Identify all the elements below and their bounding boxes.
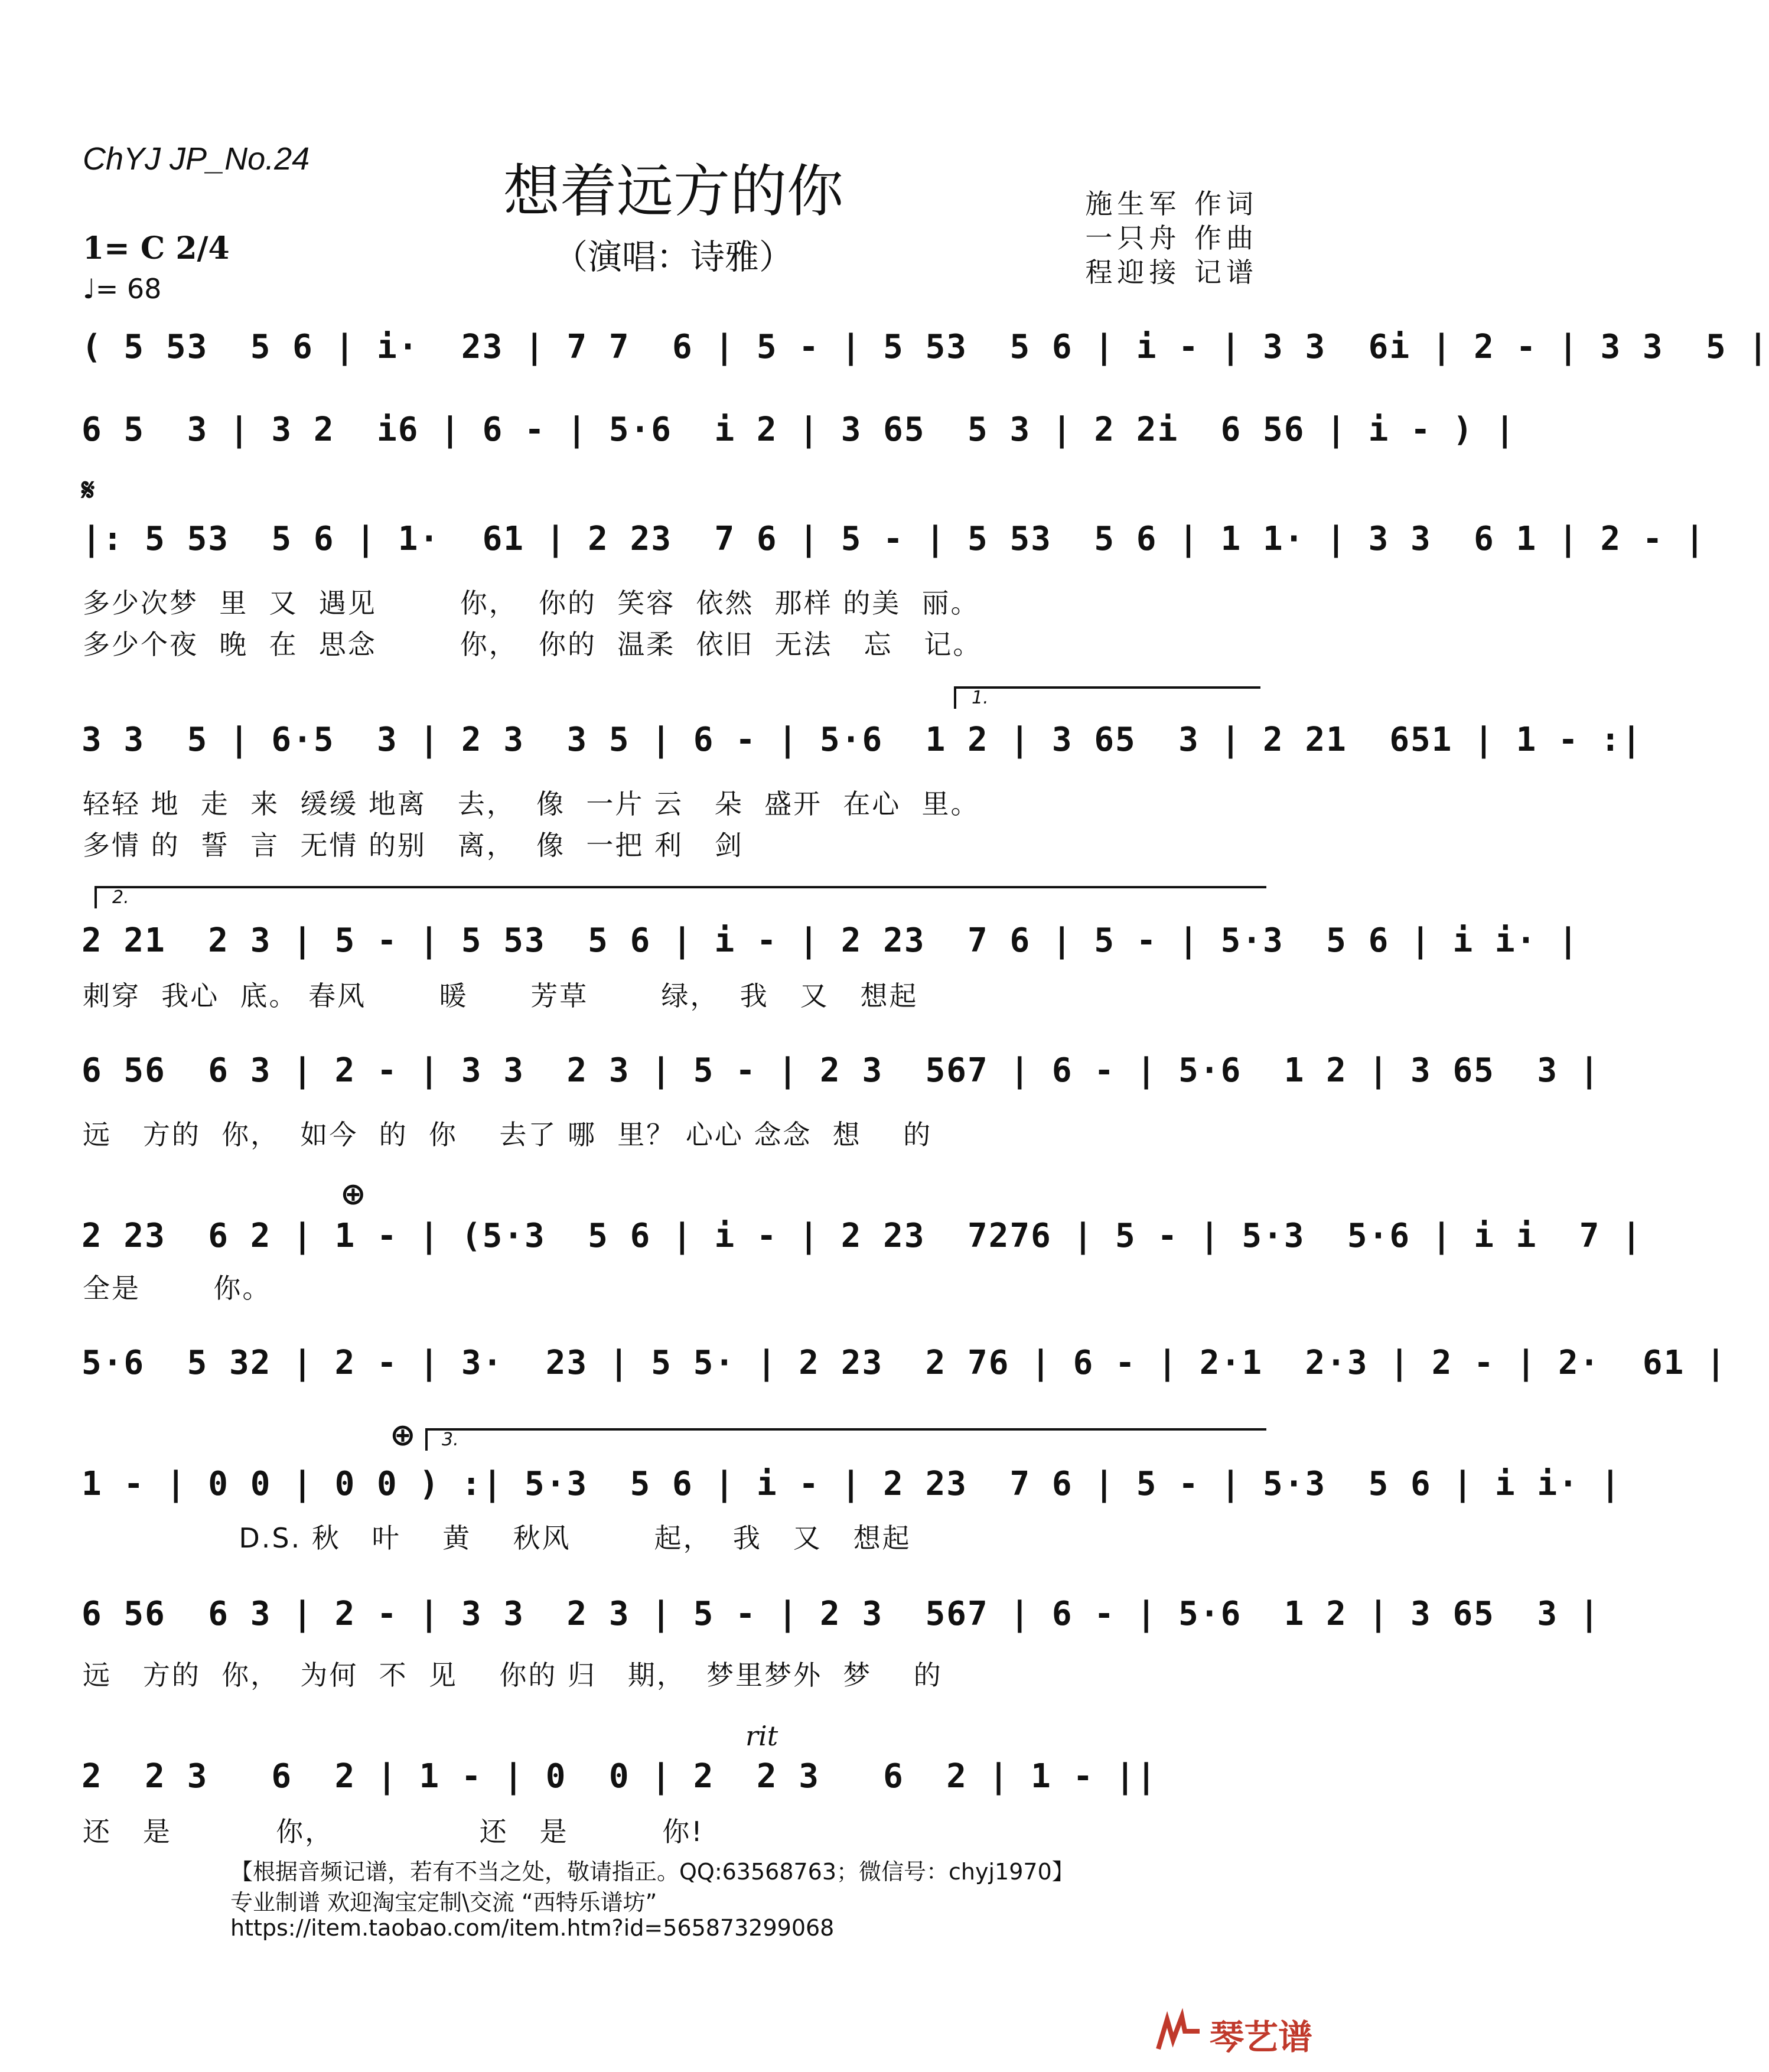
- volta-3-label: 3.: [442, 1429, 459, 1450]
- lyricist-credit: 施生军 作词: [1085, 188, 1258, 220]
- footer-url[interactable]: https://item.taobao.com/item.htm?id=565873299068: [230, 1915, 835, 1941]
- volta-1-label: 1.: [972, 688, 989, 708]
- score-row-11: 2 2 3 6 2 | 1 - | 0 0 | 2 2 3 6 2 | 1 - ||: [82, 1757, 1158, 1796]
- volta-2-bracket: [95, 886, 1266, 908]
- composer-credit: 一只舟 作曲: [1085, 222, 1258, 254]
- lyrics-row-3-verse-1: 多少次梦 里 又 遇见 你， 你的 笑容 依然 那样 的美 丽。: [83, 587, 980, 619]
- segno-sign: 𝄋: [82, 473, 95, 508]
- lyrics-row-9: D.S. 秋 叶 黄 秋风 起， 我 又 想起: [83, 1522, 911, 1554]
- score-row-10: 6 56 6 3 | 2 - | 3 3 2 3 | 5 - | 2 3 567 | 6 - | 5·6 1 2 | 3 65 3 |: [82, 1595, 1601, 1633]
- coda-sign-2: ⊕: [390, 1418, 416, 1453]
- volta-3-bracket: [425, 1428, 1266, 1451]
- lyrics-row-7: 全是 你。: [83, 1272, 272, 1304]
- credits: [1085, 187, 1258, 289]
- logo-icon: [1155, 2014, 1203, 2055]
- document-id: ChYJ JP_No.24: [83, 141, 310, 177]
- lyrics-row-4-verse-2: 多情 的 誓 言 无情 的别 离， 像 一把 利 剑: [83, 829, 744, 861]
- volta-1-bracket: [954, 686, 1260, 709]
- logo-text: 琴艺谱: [1209, 2017, 1312, 2057]
- score-row-2: 6 5 3 | 3 2 i6 | 6 - | 5·6 i 2 | 3 65 5 3 | 2 2i 6 56 | i - ) |: [82, 411, 1516, 449]
- tempo-marking: ♩= 68: [83, 273, 162, 305]
- score-row-3: |: 5 53 5 6 | 1· 61 | 2 23 7 6 | 5 - | 5 53 5 6 | 1 1· | 3 3 6 1 | 2 - |: [82, 520, 1706, 558]
- footer-contact: 专业制谱 欢迎淘宝定制\交流 “西特乐谱坊”: [230, 1889, 657, 1915]
- score-row-9: 1 - | 0 0 | 0 0 ) :| 5·3 5 6 | i - | 2 23 7 6 | 5 - | 5·3 5 6 | i i· |: [82, 1465, 1622, 1503]
- lyrics-row-5: 刺穿 我心 底。 春风 暖 芳草 绿， 我 又 想起: [83, 980, 918, 1012]
- lyrics-row-4-verse-1: 轻轻 地 走 来 缓缓 地离 去， 像 一片 云 朵 盛开 在心 里。: [83, 788, 980, 820]
- ritardando-marking: rit: [745, 1720, 778, 1752]
- score-row-8: 5·6 5 32 | 2 - | 3· 23 | 5 5· | 2 23 2 76 | 6 - | 2·1 2·3 | 2 - | 2· 61 |: [82, 1344, 1727, 1382]
- score-row-7: 2 23 6 2 | 1 - | (5·3 5 6 | i - | 2 23 7276 | 5 - | 5·3 5·6 | i i 7 |: [82, 1217, 1643, 1255]
- transcriber-credit: 程迎接 记谱: [1085, 256, 1258, 288]
- volta-2-label: 2.: [112, 887, 129, 908]
- lyrics-row-10: 远 方的 你， 为何 不 见 你的 归 期， 梦里梦外 梦 的: [83, 1659, 943, 1691]
- coda-sign-1: ⊕: [340, 1177, 366, 1212]
- score-row-5: 2 21 2 3 | 5 - | 5 53 5 6 | i - | 2 23 7 6 | 5 - | 5·3 5 6 | i i· |: [82, 921, 1579, 960]
- site-logo: [1155, 2009, 1312, 2059]
- score-row-1: ( 5 53 5 6 | i· 23 | 7 7 6 | 5 - | 5 53 5 6 | i - | 3 3 6i | 2 - | 3 3 5 |: [82, 328, 1769, 366]
- singer-line: （演唱：诗雅）: [553, 237, 793, 277]
- lyrics-row-6: 远 方的 你， 如今 的 你 去了 哪 里？ 心心 念念 想 的: [83, 1119, 933, 1151]
- song-title: 想着远方的你: [503, 158, 843, 224]
- score-row-6: 6 56 6 3 | 2 - | 3 3 2 3 | 5 - | 2 3 567 | 6 - | 5·6 1 2 | 3 65 3 |: [82, 1051, 1601, 1090]
- lyrics-row-3-verse-2: 多少个夜 晚 在 思念 你， 你的 温柔 依旧 无法 忘 记。: [83, 628, 982, 660]
- lyrics-row-11: 还 是 你， 还 是 你!: [83, 1816, 704, 1848]
- footer-note: 【根据音频记谱，若有不当之处，敬请指正。QQ:63568763；微信号：chyj1970】: [230, 1859, 1074, 1885]
- key-signature: 1= C 2/4: [83, 230, 230, 266]
- score-row-4: 3 3 5 | 6·5 3 | 2 3 3 5 | 6 - | 5·6 1 2 | 3 65 3 | 2 21 651 | 1 - :|: [82, 721, 1643, 759]
